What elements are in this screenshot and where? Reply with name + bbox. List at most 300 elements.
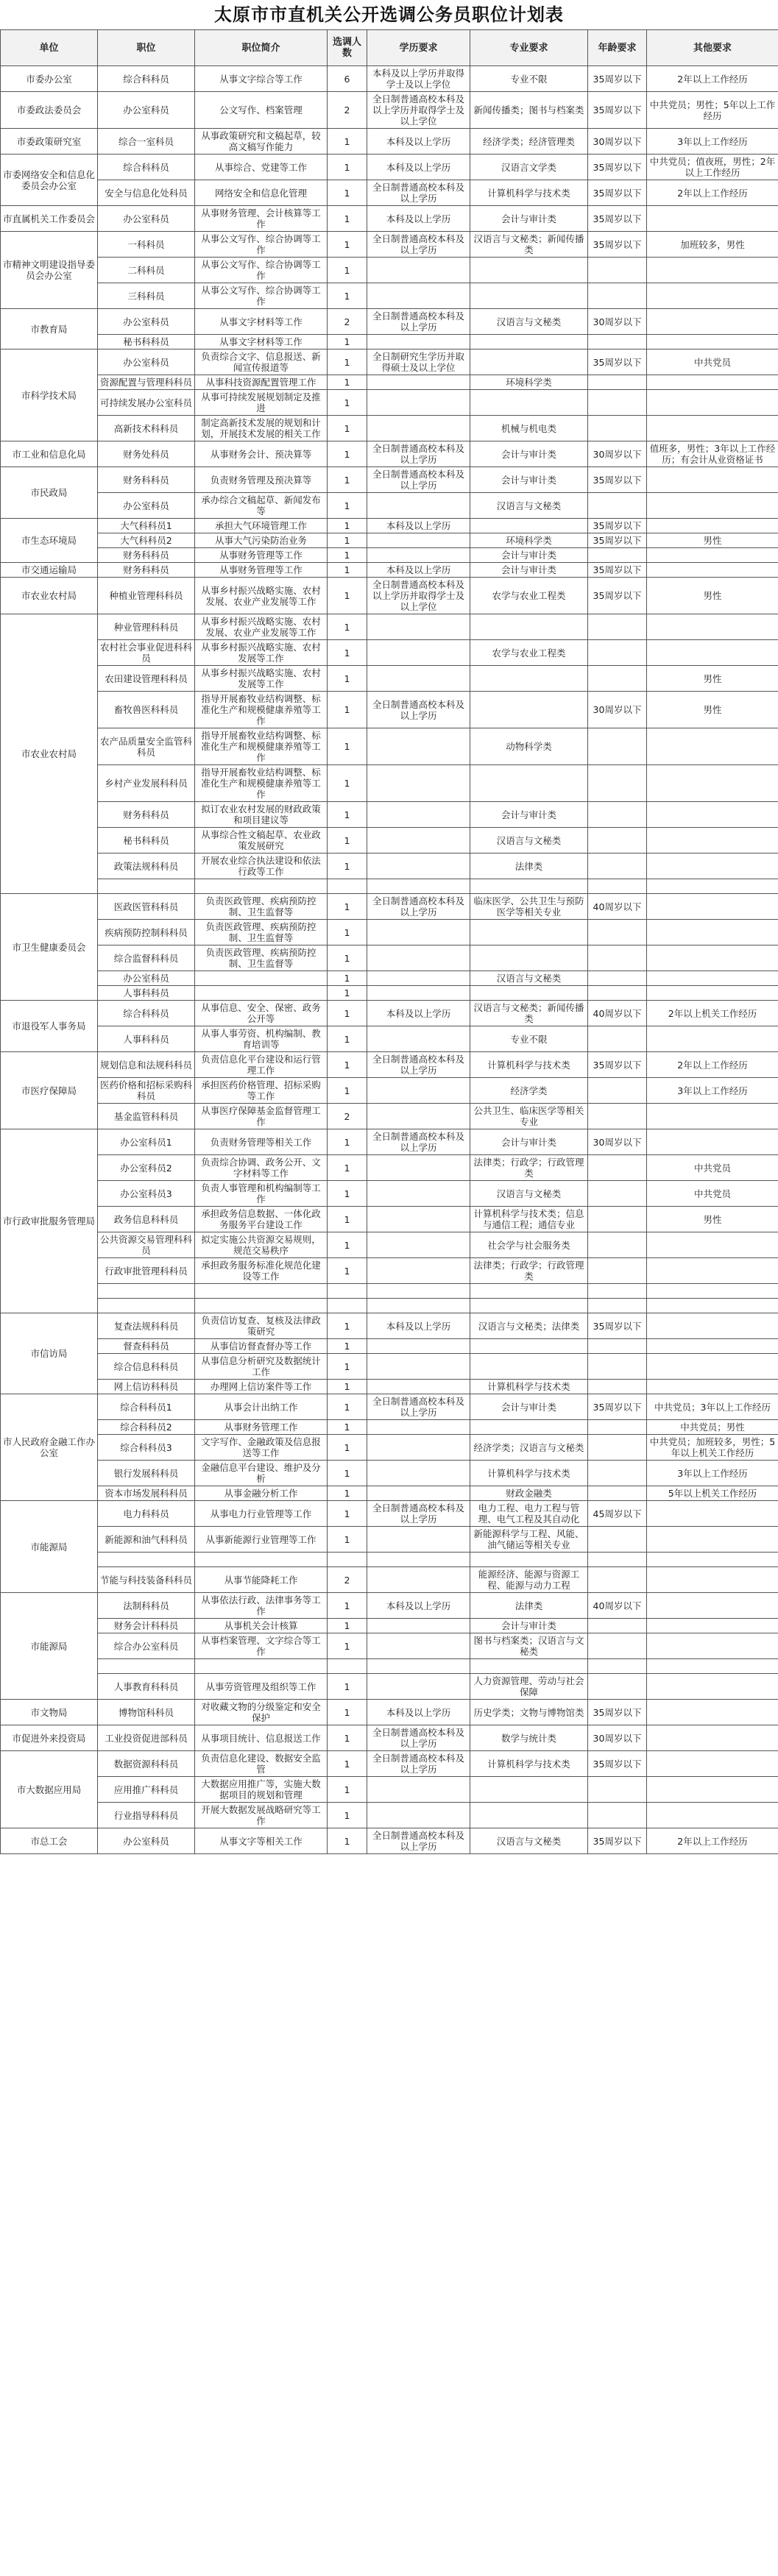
cell-age: 35周岁以下 [588, 519, 647, 533]
cell-edu [367, 986, 470, 1001]
cell-num: 1 [328, 1026, 367, 1052]
cell-unit: 市生态环境局 [1, 519, 98, 563]
table-row [1, 1181, 778, 1207]
cell-major: 计算机科学与技术类 [470, 1052, 588, 1078]
cell-major [470, 1299, 588, 1313]
cell-edu: 全日制普通高校本科及以上学历 [367, 692, 470, 728]
cell-major: 环境科学类 [470, 375, 588, 390]
table-row [1, 563, 778, 578]
cell-age [588, 1777, 647, 1803]
cell-num: 1 [328, 350, 367, 375]
cell-age [588, 614, 647, 640]
cell-other: 2年以上工作经历 [647, 1828, 778, 1854]
cell-major: 会计与审计类 [470, 1129, 588, 1155]
cell-num: 1 [328, 1380, 367, 1394]
cell-edu: 全日制普通高校本科及以上学历 [367, 180, 470, 206]
cell-other [647, 1593, 778, 1619]
table-body [1, 66, 778, 1854]
cell-age [588, 1674, 647, 1700]
cell-position [98, 879, 195, 894]
cell-edu [367, 765, 470, 802]
cell-position: 种植业管理科科员 [98, 578, 195, 614]
cell-other [647, 828, 778, 854]
table-row [1, 375, 778, 390]
cell-major: 计算机科学与技术类 [470, 1461, 588, 1486]
cell-num: 1 [328, 1828, 367, 1854]
cell-edu [367, 1435, 470, 1461]
table-row [1, 920, 778, 945]
table-row [1, 1828, 778, 1854]
cell-other [647, 1313, 778, 1339]
table-row [1, 1299, 778, 1313]
cell-major: 新能源科学与工程、风能、油气储运等相关专业 [470, 1527, 588, 1553]
cell-major: 新闻传播类；图书与档案类 [470, 92, 588, 129]
cell-num: 2 [328, 309, 367, 335]
cell-major: 动物科学类 [470, 728, 588, 765]
cell-other [647, 1258, 778, 1284]
cell-age [588, 335, 647, 350]
cell-num: 1 [328, 640, 367, 666]
cell-other: 男性 [647, 692, 778, 728]
cell-age [588, 1420, 647, 1435]
cell-unit: 市行政审批服务管理局 [1, 1129, 98, 1313]
cell-major: 汉语言与文秘类 [470, 1181, 588, 1207]
cell-other: 3年以上工作经历 [647, 129, 778, 155]
cell-other [647, 1803, 778, 1828]
cell-unit: 市科学技术局 [1, 350, 98, 441]
cell-position: 办公室科员 [98, 493, 195, 519]
cell-unit: 市委办公室 [1, 66, 98, 92]
cell-major: 经济学类 [470, 1078, 588, 1104]
cell-intro: 从事金融分析工作 [195, 1486, 328, 1501]
cell-num: 1 [328, 971, 367, 986]
cell-num: 1 [328, 1052, 367, 1078]
cell-num: 6 [328, 66, 367, 92]
cell-major [470, 1339, 588, 1354]
cell-unit: 市大数据应用局 [1, 1751, 98, 1828]
cell-intro: 开展大数据发展战略研究等工作 [195, 1803, 328, 1828]
cell-age [588, 765, 647, 802]
cell-other [647, 971, 778, 986]
table-row [1, 640, 778, 666]
cell-other [647, 986, 778, 1001]
cell-intro: 从事电力行业管理等工作 [195, 1501, 328, 1527]
cell-unit: 市能源局 [1, 1593, 98, 1700]
cell-position: 新能源和油气科科员 [98, 1527, 195, 1553]
cell-position: 秘书科科员 [98, 335, 195, 350]
cell-major [470, 1284, 588, 1299]
cell-age [588, 1435, 647, 1461]
cell-intro: 从事会计出纳工作 [195, 1394, 328, 1420]
cell-major: 汉语言与文秘类；新闻传播类 [470, 232, 588, 258]
cell-position: 应用推广科科员 [98, 1777, 195, 1803]
cell-edu: 本科及以上学历 [367, 129, 470, 155]
cell-age [588, 390, 647, 416]
table-row [1, 390, 778, 416]
cell-position: 规划信息和法规科科员 [98, 1052, 195, 1078]
cell-position: 办公室科员 [98, 206, 195, 232]
cell-age [588, 854, 647, 879]
cell-intro [195, 1659, 328, 1674]
cell-major [470, 765, 588, 802]
cell-other [647, 1700, 778, 1725]
table-row [1, 350, 778, 375]
cell-edu: 本科及以上学历 [367, 519, 470, 533]
cell-major: 人力资源管理、劳动与社会保障 [470, 1674, 588, 1700]
cell-position: 农产品质量安全监管科科员 [98, 728, 195, 765]
table-row [1, 986, 778, 1001]
cell-position: 基金监管科科员 [98, 1104, 195, 1129]
cell-position: 政务信息科科员 [98, 1207, 195, 1232]
table-row [1, 1001, 778, 1026]
table-row [1, 92, 778, 129]
cell-num: 1 [328, 1751, 367, 1777]
cell-major: 经济学类；经济管理类 [470, 129, 588, 155]
cell-age: 35周岁以下 [588, 1052, 647, 1078]
cell-other: 中共党员；值夜班，男性；2年以上工作经历 [647, 155, 778, 180]
cell-position: 办公室科员 [98, 309, 195, 335]
cell-other: 2年以上机关工作经历 [647, 1001, 778, 1026]
cell-num: 1 [328, 1486, 367, 1501]
cell-major [470, 692, 588, 728]
cell-num: 1 [328, 1777, 367, 1803]
cell-other: 中共党员 [647, 350, 778, 375]
cell-num: 1 [328, 548, 367, 563]
cell-intro [195, 1553, 328, 1567]
cell-major [470, 1803, 588, 1828]
cell-edu: 本科及以上学历 [367, 563, 470, 578]
cell-edu [367, 1659, 470, 1674]
cell-intro: 从事乡村振兴战略实施、农村发展、农业产业发展等工作 [195, 578, 328, 614]
cell-num: 1 [328, 1258, 367, 1284]
cell-other [647, 1129, 778, 1155]
cell-num: 1 [328, 206, 367, 232]
cell-major: 机械与机电类 [470, 416, 588, 441]
cell-other: 男性 [647, 533, 778, 548]
cell-edu [367, 1486, 470, 1501]
cell-age [588, 1527, 647, 1553]
table-row [1, 258, 778, 283]
cell-other: 值班多，男性；3年以上工作经历；有会计从业资格证书 [647, 441, 778, 467]
cell-unit: 市能源局 [1, 1501, 98, 1593]
cell-major: 专业不限 [470, 1026, 588, 1052]
cell-num: 1 [328, 232, 367, 258]
cell-num: 1 [328, 728, 367, 765]
cell-position: 医药价格和招标采购科科员 [98, 1078, 195, 1104]
cell-intro: 从事档案管理、文字综合等工作 [195, 1633, 328, 1659]
cell-other [647, 548, 778, 563]
cell-num [328, 1553, 367, 1567]
cell-major [470, 614, 588, 640]
cell-intro: 拟定实施公共资源交易规则，规范交易秩序 [195, 1232, 328, 1258]
cell-age [588, 416, 647, 441]
cell-position: 财务科科员 [98, 548, 195, 563]
cell-position: 办公室科员2 [98, 1155, 195, 1181]
cell-intro [195, 1284, 328, 1299]
cell-other [647, 854, 778, 879]
cell-num: 1 [328, 1001, 367, 1026]
table-row [1, 1232, 778, 1258]
cell-intro: 负责医政管理、疾病预防控制、卫生监督等 [195, 894, 328, 920]
cell-unit: 市农业农村局 [1, 614, 98, 894]
cell-other [647, 728, 778, 765]
cell-position [98, 1284, 195, 1299]
cell-position: 行政审批管理科科员 [98, 1258, 195, 1284]
cell-age [588, 1258, 647, 1284]
table-row [1, 945, 778, 971]
header-other: 其他要求 [647, 30, 778, 66]
table-row [1, 548, 778, 563]
cell-age [588, 879, 647, 894]
cell-other: 3年以上工作经历 [647, 1461, 778, 1486]
table-row [1, 533, 778, 548]
cell-intro: 从事文字材料等工作 [195, 309, 328, 335]
cell-num: 1 [328, 390, 367, 416]
cell-major [470, 945, 588, 971]
cell-num: 1 [328, 1129, 367, 1155]
cell-other: 加班较多，男性 [647, 232, 778, 258]
cell-edu: 全日制普通高校本科及以上学历 [367, 1129, 470, 1155]
cell-major: 会计与审计类 [470, 802, 588, 828]
table-row [1, 232, 778, 258]
cell-edu: 全日制研究生学历并取得硕士及以上学位 [367, 350, 470, 375]
table-row [1, 1104, 778, 1129]
cell-intro: 从事信息分析研究及数据统计工作 [195, 1354, 328, 1380]
cell-num: 1 [328, 666, 367, 692]
cell-major: 环境科学类 [470, 533, 588, 548]
header-age: 年龄要求 [588, 30, 647, 66]
cell-major [470, 350, 588, 375]
table-row [1, 519, 778, 533]
cell-intro: 负责综合文字、信息报送、新闻宣传报道等 [195, 350, 328, 375]
cell-position: 复查法规科科员 [98, 1313, 195, 1339]
table-row [1, 1258, 778, 1284]
cell-unit: 市交通运输局 [1, 563, 98, 578]
cell-num: 1 [328, 335, 367, 350]
table-row [1, 441, 778, 467]
table-row [1, 1420, 778, 1435]
cell-major: 农学与农业工程类 [470, 640, 588, 666]
cell-age [588, 1026, 647, 1052]
table-row [1, 1026, 778, 1052]
cell-position: 综合一室科员 [98, 129, 195, 155]
cell-num: 1 [328, 283, 367, 309]
cell-num: 1 [328, 692, 367, 728]
cell-other [647, 640, 778, 666]
table-header-row [1, 30, 778, 66]
cell-age: 30周岁以下 [588, 1725, 647, 1751]
cell-major: 计算机科学与技术类 [470, 180, 588, 206]
cell-intro: 负责财务管理及预决算等 [195, 467, 328, 493]
cell-edu [367, 920, 470, 945]
table-row [1, 467, 778, 493]
cell-other [647, 1725, 778, 1751]
cell-age [588, 1803, 647, 1828]
cell-edu [367, 533, 470, 548]
cell-num: 1 [328, 614, 367, 640]
cell-num: 1 [328, 1339, 367, 1354]
cell-edu: 全日制普通高校本科及以上学历 [367, 1751, 470, 1777]
cell-num: 1 [328, 180, 367, 206]
cell-num: 1 [328, 828, 367, 854]
table-row [1, 1501, 778, 1527]
cell-major: 汉语言与文秘类 [470, 309, 588, 335]
table-row [1, 1354, 778, 1380]
cell-num: 1 [328, 1420, 367, 1435]
cell-num: 1 [328, 441, 367, 467]
cell-num: 1 [328, 1181, 367, 1207]
cell-num: 1 [328, 1313, 367, 1339]
cell-age: 35周岁以下 [588, 533, 647, 548]
cell-other [647, 390, 778, 416]
cell-intro [195, 986, 328, 1001]
cell-unit: 市医疗保障局 [1, 1052, 98, 1129]
cell-position: 资本市场发展科科员 [98, 1486, 195, 1501]
table-row [1, 1339, 778, 1354]
cell-other [647, 1104, 778, 1129]
cell-position: 农田建设管理科科员 [98, 666, 195, 692]
table-row [1, 1633, 778, 1659]
cell-other: 2年以上工作经历 [647, 180, 778, 206]
cell-num: 1 [328, 493, 367, 519]
cell-intro: 从事公文写作、综合协调等工作 [195, 232, 328, 258]
cell-major: 公共卫生、临床医学等相关专业 [470, 1104, 588, 1129]
table-row [1, 728, 778, 765]
cell-intro: 从事公文写作、综合协调等工作 [195, 283, 328, 309]
cell-other [647, 467, 778, 493]
cell-edu: 本科及以上学历并取得学士及以上学位 [367, 66, 470, 92]
cell-other [647, 894, 778, 920]
cell-position: 种业管理科科员 [98, 614, 195, 640]
cell-edu: 全日制普通高校本科及以上学历 [367, 1394, 470, 1420]
cell-position: 综合科科员2 [98, 1420, 195, 1435]
cell-intro: 开展农业综合执法建设和依法行政等工作 [195, 854, 328, 879]
cell-intro: 从事节能降耗工作 [195, 1567, 328, 1593]
cell-age: 35周岁以下 [588, 350, 647, 375]
cell-intro: 从事医疗保障基金监督管理工作 [195, 1104, 328, 1129]
cell-major: 法律类；行政学；行政管理类 [470, 1155, 588, 1181]
table-row [1, 416, 778, 441]
cell-age: 40周岁以下 [588, 1593, 647, 1619]
cell-edu [367, 828, 470, 854]
cell-intro [195, 879, 328, 894]
cell-age [588, 802, 647, 828]
cell-age [588, 1461, 647, 1486]
cell-num: 1 [328, 1674, 367, 1700]
cell-position: 疾病预防控制科科员 [98, 920, 195, 945]
cell-position: 医政医管科科员 [98, 894, 195, 920]
cell-other [647, 416, 778, 441]
table-row [1, 1567, 778, 1593]
cell-edu [367, 1155, 470, 1181]
cell-major [470, 258, 588, 283]
cell-num: 1 [328, 854, 367, 879]
cell-position: 综合监督科科员 [98, 945, 195, 971]
cell-position: 法制科科员 [98, 1593, 195, 1619]
cell-edu [367, 614, 470, 640]
position-plan-table [0, 29, 778, 1854]
cell-age [588, 971, 647, 986]
cell-intro: 承担大气环境管理工作 [195, 519, 328, 533]
cell-intro: 负责信息化建设、数据安全监管 [195, 1751, 328, 1777]
table-row [1, 66, 778, 92]
cell-intro: 负责信访复查、复核及法律政策研究 [195, 1313, 328, 1339]
cell-position [98, 1659, 195, 1674]
cell-major: 法律类 [470, 1593, 588, 1619]
cell-major: 计算机科学与技术类 [470, 1751, 588, 1777]
cell-edu [367, 1232, 470, 1258]
cell-position: 安全与信息化处科员 [98, 180, 195, 206]
table-row [1, 129, 778, 155]
cell-unit: 市委政法委员会 [1, 92, 98, 129]
cell-other [647, 1232, 778, 1258]
cell-other [647, 1380, 778, 1394]
cell-age: 35周岁以下 [588, 467, 647, 493]
cell-major [470, 1659, 588, 1674]
cell-age [588, 640, 647, 666]
cell-major: 历史学类；文物与博物馆类 [470, 1700, 588, 1725]
cell-major: 图书与档案类；汉语言与文秘类 [470, 1633, 588, 1659]
cell-intro: 从事财务管理等工作 [195, 563, 328, 578]
cell-intro: 从事机关会计核算 [195, 1619, 328, 1633]
cell-position: 人事教育科科员 [98, 1674, 195, 1700]
cell-other [647, 309, 778, 335]
cell-age [588, 258, 647, 283]
cell-other [647, 563, 778, 578]
cell-edu [367, 1527, 470, 1553]
cell-num: 1 [328, 578, 367, 614]
cell-other [647, 375, 778, 390]
cell-unit: 市工业和信息化局 [1, 441, 98, 467]
cell-intro: 从事文字材料等工作 [195, 335, 328, 350]
cell-age: 30周岁以下 [588, 129, 647, 155]
cell-major: 会计与审计类 [470, 441, 588, 467]
cell-edu: 本科及以上学历 [367, 155, 470, 180]
cell-num: 1 [328, 533, 367, 548]
table-row [1, 1394, 778, 1420]
cell-unit: 市卫生健康委员会 [1, 894, 98, 1001]
cell-other [647, 765, 778, 802]
cell-num: 1 [328, 1725, 367, 1751]
cell-age [588, 945, 647, 971]
cell-other [647, 258, 778, 283]
cell-position: 财务科科员 [98, 467, 195, 493]
cell-edu [367, 390, 470, 416]
cell-age: 35周岁以下 [588, 1828, 647, 1854]
table-row [1, 155, 778, 180]
cell-age [588, 1078, 647, 1104]
cell-major: 计算机科学与技术类；信息与通信工程；通信专业 [470, 1207, 588, 1232]
cell-num: 1 [328, 1078, 367, 1104]
cell-num: 1 [328, 920, 367, 945]
cell-position: 办公室科员1 [98, 1129, 195, 1155]
cell-position: 工业投资促进部科员 [98, 1725, 195, 1751]
cell-intro: 从事劳资管理及组织等工作 [195, 1674, 328, 1700]
cell-position: 办公室科员 [98, 1828, 195, 1854]
cell-major: 会计与审计类 [470, 206, 588, 232]
cell-num: 1 [328, 1461, 367, 1486]
cell-age [588, 493, 647, 519]
cell-intro: 从事综合、党建等工作 [195, 155, 328, 180]
cell-position: 电力科科员 [98, 1501, 195, 1527]
cell-num: 1 [328, 802, 367, 828]
cell-other: 男性 [647, 666, 778, 692]
cell-intro: 承担政务服务标准化规范化建设等工作 [195, 1258, 328, 1284]
cell-major [470, 666, 588, 692]
cell-other: 男性 [647, 1207, 778, 1232]
cell-intro: 从事人事劳资、机构编制、教育培训等 [195, 1026, 328, 1052]
cell-age [588, 1553, 647, 1567]
